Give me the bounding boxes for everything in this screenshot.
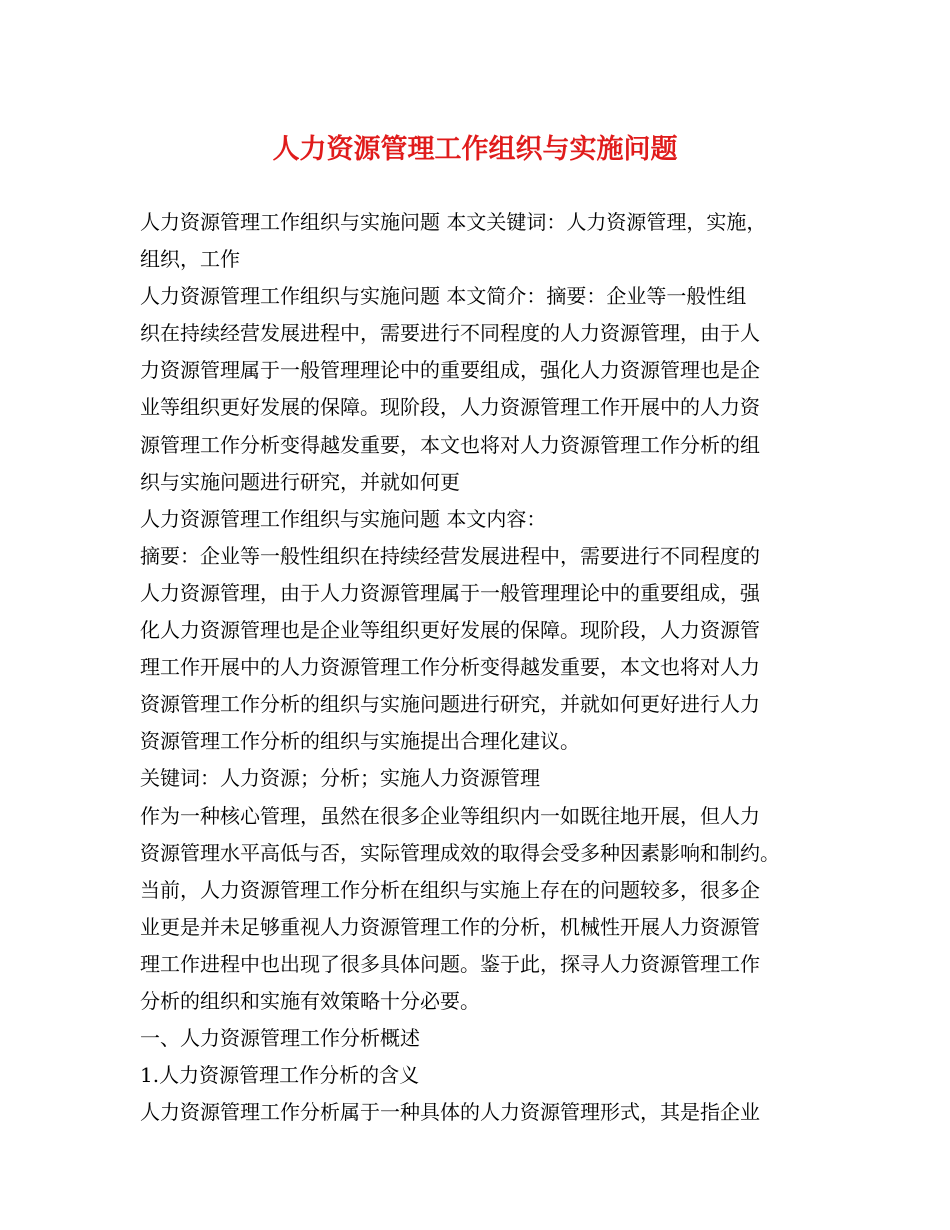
body-line: 织与实施问题进行研究，并就如何更 (140, 469, 460, 494)
body-line: 资源管理工作分析的组织与实施提出合理化建议。 (140, 729, 580, 754)
body-line: 化人力资源管理也是企业等组织更好发展的保障。现阶段，人力资源管 (140, 618, 760, 643)
body-line: 理工作进程中也出现了很多具体问题。鉴于此，探寻人力资源管理工作 (140, 951, 760, 976)
body-line: 业等组织更好发展的保障。现阶段，人力资源管理工作开展中的人力资 (140, 395, 760, 420)
body-line: 1.人力资源管理工作分析的含义 (140, 1063, 420, 1088)
body-line: 织在持续经营发展进程中，需要进行不同程度的人力资源管理，由于人 (140, 321, 760, 346)
body-line: 摘要：企业等一般性组织在持续经营发展进程中，需要进行不同程度的 (140, 543, 760, 568)
body-line: 人力资源管理，由于人力资源管理属于一般管理理论中的重要组成，强 (140, 580, 760, 605)
body-line: 作为一种核心管理，虽然在很多企业等组织内一如既往地开展，但人力 (140, 803, 760, 828)
body-line: 源管理工作分析变得越发重要，本文也将对人力资源管理工作分析的组 (140, 432, 760, 457)
body-line: 理工作开展中的人力资源管理工作分析变得越发重要，本文也将对人力 (140, 655, 760, 680)
body-line: 力资源管理属于一般管理理论中的重要组成，强化人力资源管理也是企 (140, 358, 760, 383)
document-title: 人力资源管理工作组织与实施问题 (272, 134, 678, 165)
body-line: 当前，人力资源管理工作分析在组织与实施上存在的问题较多，很多企 (140, 877, 760, 902)
body-line: 人力资源管理工作分析属于一种具体的人力资源管理形式，其是指企业 (140, 1100, 760, 1125)
body-line: 资源管理水平高低与否，实际管理成效的取得会受多种因素影响和制约。 (140, 840, 780, 865)
body-line: 一、人力资源管理工作分析概述 (140, 1026, 420, 1051)
body-line: 分析的组织和实施有效策略十分必要。 (140, 988, 480, 1013)
document-body (140, 204, 830, 1131)
body-line: 组织，工作 (140, 247, 240, 272)
body-line: 关键词：人力资源；分析；实施人力资源管理 (140, 766, 540, 791)
body-line: 业更是并未足够重视人力资源管理工作的分析，机械性开展人力资源管 (140, 914, 760, 939)
body-line: 人力资源管理工作组织与实施问题 本文内容： (140, 506, 547, 531)
body-line: 人力资源管理工作组织与实施问题 本文简介：摘要：企业等一般性组 (140, 284, 747, 309)
body-line: 人力资源管理工作组织与实施问题 本文关键词：人力资源管理，实施， (140, 210, 767, 234)
body-line: 资源管理工作分析的组织与实施问题进行研究，并就如何更好进行人力 (140, 692, 760, 717)
